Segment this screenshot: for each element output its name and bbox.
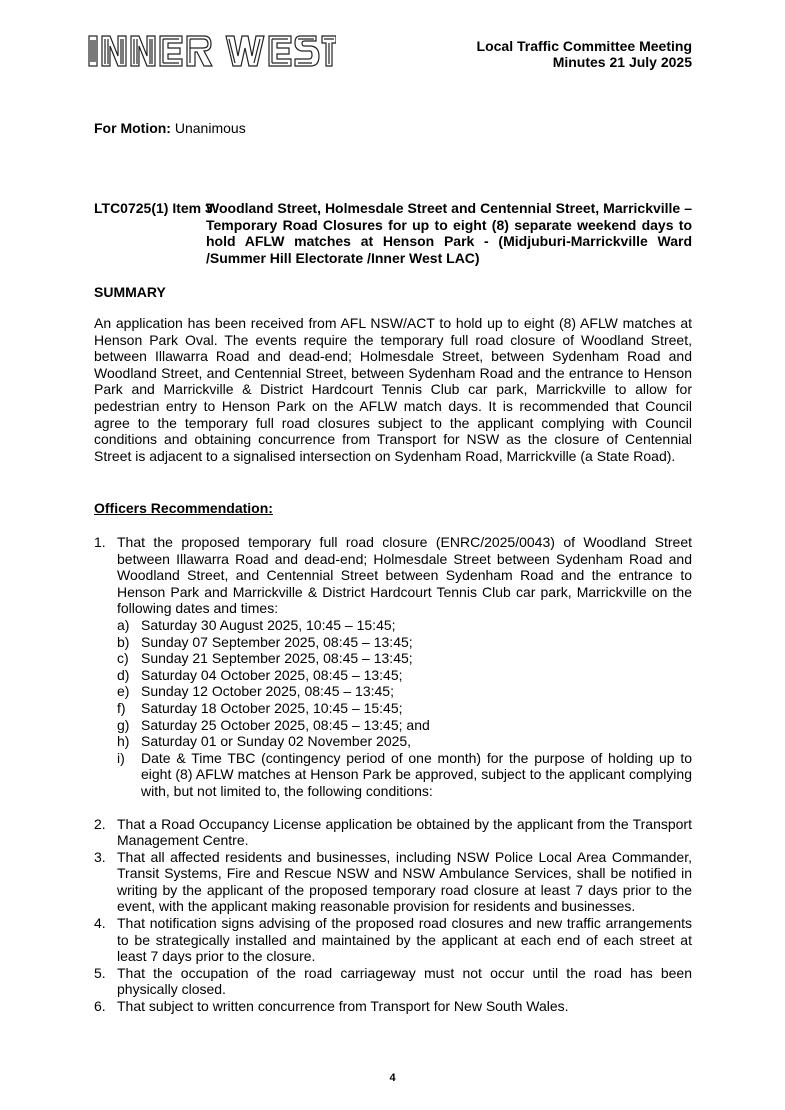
item-number: 6. bbox=[94, 998, 106, 1015]
date-list-item bbox=[117, 700, 692, 717]
recommendation-list bbox=[94, 534, 692, 1015]
item-text: That all affected residents and businesses, including NSW Police Local Area Commander, Transit Systems, Fire and Rescue NSW and NSW Ambulance Services, shall be notified in writing by the applicant of the proposed temporary road closure at least 7 days prior to the event, with the applicant making reasonable provision for residents and businesses. bbox=[117, 848, 692, 915]
recommendation-item-6 bbox=[94, 998, 692, 1015]
sub-letter: c) bbox=[117, 650, 129, 667]
sub-text: Saturday 01 or Sunday 02 November 2025, bbox=[141, 733, 412, 750]
recommendation-item-1 bbox=[94, 534, 692, 800]
sub-letter: i) bbox=[117, 749, 125, 766]
meeting-title: Local Traffic Committee Meeting bbox=[476, 38, 692, 54]
sub-letter: f) bbox=[117, 699, 126, 716]
summary-heading: SUMMARY bbox=[94, 284, 166, 300]
motion-line bbox=[94, 120, 246, 137]
item-title: Woodland Street, Holmesdale Street and Centennial Street, Marrickville – Temporary Road Closures for up to eight (8) separate weekend days to hold AFLW matches at Henson Park - (Midjuburi-Marrickville Ward /Summer Hill Electorate /Inner West LAC) bbox=[206, 200, 692, 266]
date-list-item bbox=[117, 667, 692, 684]
item-text: That a Road Occupancy License application be obtained by the applicant from the Transport Management Centre. bbox=[117, 815, 692, 849]
sub-text: Sunday 12 October 2025, 08:45 – 13:45; bbox=[141, 683, 394, 700]
sub-text: Saturday 04 October 2025, 08:45 – 13:45; bbox=[141, 666, 403, 683]
date-list-item bbox=[117, 683, 692, 700]
motion-value: Unanimous bbox=[174, 120, 246, 136]
date-list-item bbox=[117, 634, 692, 651]
item-number: 5. bbox=[94, 964, 106, 981]
sub-letter: d) bbox=[117, 666, 130, 683]
item-number: 2. bbox=[94, 815, 106, 832]
date-list-item bbox=[117, 617, 692, 634]
inner-west-logo bbox=[88, 34, 336, 70]
meeting-header bbox=[477, 38, 692, 70]
sub-text: Sunday 21 September 2025, 08:45 – 13:45; bbox=[141, 650, 413, 667]
sub-letter: g) bbox=[117, 716, 130, 733]
sub-letter: a) bbox=[117, 616, 130, 633]
sub-letter: e) bbox=[117, 683, 130, 700]
page-number: 4 bbox=[389, 1072, 396, 1084]
meeting-date: Minutes 21 July 2025 bbox=[552, 54, 692, 70]
sub-text: Sunday 07 September 2025, 08:45 – 13:45; bbox=[141, 633, 413, 650]
date-list-item bbox=[117, 717, 692, 734]
date-list-item bbox=[117, 650, 692, 667]
item-text: That the occupation of the road carriageway must not occur until the road has been physically closed. bbox=[117, 964, 692, 998]
sub-text: Date & Time TBC (contingency period of one month) for the purpose of holding up to eight (8) AFLW matches at Henson Park be approved, subject to the applicant complying with, but not limited to, the following conditions: bbox=[141, 749, 692, 799]
sub-text: Saturday 18 October 2025, 10:45 – 15:45; bbox=[141, 699, 403, 716]
summary-text: An application has been received from AFL NSW/ACT to hold up to eight (8) AFLW matches at Henson Park Oval. The events require the temporary full road closure of Woodland Street, between Illawarra Road and dead-end; Holmesdale Street, between Sydenham Road and Woodland Street, and Centennial Street, between Sydenham Road and the entrance to Henson Park and Marrickville & District Hardcourt Tennis Club car park, Marrickville to allow for pedestrian entry to Henson Park on the AFLW match days. It is recommended that Council agree to the temporary full road closures subject to the applicant complying with Council conditions and obtaining concurrence from Transport for NSW as the closure of Centennial Street is adjacent to a signalised intersection on Sydenham Road, Marrickville (a State Road). bbox=[94, 315, 692, 464]
item-code: LTC0725(1) Item 3 bbox=[94, 200, 213, 216]
recommendation-item-3 bbox=[94, 849, 692, 915]
recommendation-item-2 bbox=[94, 816, 692, 849]
item-number: 3. bbox=[94, 848, 106, 865]
sub-letter: h) bbox=[117, 733, 130, 750]
item-text: That the proposed temporary full road closure (ENRC/2025/0043) of Woodland Street between Illawarra Road and dead-end; Holmesdale Street between Sydenham Road and Woodland Street, and Centennial Street between Sydenham Road and the entrance to Henson Park and Marrickville & District Hardcourt Tennis Club car park, Marrickville on the following dates and times: bbox=[117, 534, 692, 617]
recommendation-heading: Officers Recommendation: bbox=[94, 500, 273, 516]
item-number: 4. bbox=[94, 915, 106, 932]
date-list bbox=[117, 617, 692, 800]
date-list-item bbox=[117, 750, 692, 800]
motion-label: For Motion: bbox=[94, 120, 171, 136]
recommendation-item-5 bbox=[94, 965, 692, 998]
item-number: 1. bbox=[94, 534, 106, 550]
item-text: That subject to written concurrence from Transport for New South Wales. bbox=[117, 998, 569, 1015]
date-list-item bbox=[117, 733, 692, 750]
item-text: That notification signs advising of the proposed road closures and new traffic arrangements to be strategically installed and maintained by the applicant at each end of each street at least 7 days prior to the closure. bbox=[117, 915, 692, 965]
recommendation-item-4 bbox=[94, 915, 692, 965]
sub-text: Saturday 25 October 2025, 08:45 – 13:45; and bbox=[141, 716, 430, 733]
agenda-item bbox=[94, 200, 692, 266]
sub-letter: b) bbox=[117, 633, 130, 650]
sub-text: Saturday 30 August 2025, 10:45 – 15:45; bbox=[141, 616, 396, 633]
